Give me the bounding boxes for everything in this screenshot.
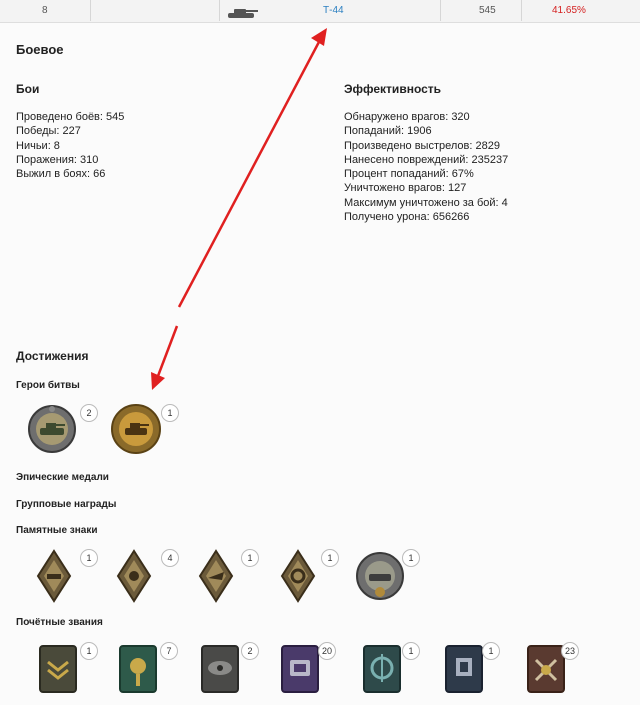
medal-count-badge: 1 — [321, 549, 339, 567]
battles-stats — [16, 110, 124, 181]
medal-count-badge: 1 — [402, 642, 420, 660]
tank-medal-icon[interactable] — [24, 400, 80, 456]
stat-line: Обнаружено врагов: 320 — [344, 111, 470, 123]
medal-count-badge: 1 — [241, 549, 259, 567]
stat-line: Проведено боёв: 545 — [16, 111, 125, 123]
stat-line: Выжил в боях: 66 — [16, 168, 106, 181]
stat-line: Уничтожено врагов: 127 — [344, 182, 467, 195]
medal-count-badge: 2 — [241, 642, 259, 660]
medal-count-badge: 1 — [80, 549, 98, 567]
efficiency-heading: Эффективность — [344, 82, 442, 96]
stat-line: Победы: 227 — [16, 125, 81, 138]
stat-line: Попаданий: 1906 — [344, 125, 432, 138]
row-winrate: 41.65% — [552, 5, 586, 16]
stat-line: Процент попаданий: 67% — [344, 168, 474, 181]
medal-count-badge: 1 — [402, 549, 420, 567]
table-cell-winrate — [522, 0, 640, 21]
memorial-round-medal-icon[interactable] — [352, 548, 408, 604]
vehicle-table-row[interactable] — [0, 0, 640, 23]
medal-count-badge: 2 — [80, 404, 98, 422]
stat-line: Произведено выстрелов: 2829 — [344, 139, 500, 152]
table-cell-tank-name — [220, 0, 441, 21]
tank-name-link[interactable]: Т-44 — [323, 5, 344, 16]
memorial-diamond-icon[interactable] — [270, 548, 326, 604]
stat-line: Получено урона: 656266 — [344, 211, 470, 224]
annotation-arrow-line — [179, 40, 320, 307]
epic-label: Эпические медали — [16, 472, 109, 483]
memorial-diamond-icon[interactable] — [106, 548, 162, 604]
table-cell-number — [0, 0, 91, 21]
memorial-diamond-icon[interactable] — [188, 548, 244, 604]
table-cell-tank-icon — [91, 0, 220, 21]
achievements-heading: Достижения — [16, 349, 89, 363]
heroes-label: Герои битвы — [16, 380, 80, 391]
battles-heading: Бои — [16, 82, 40, 96]
annotation-arrow-line — [158, 326, 177, 376]
efficiency-stats — [344, 110, 508, 224]
group-label: Групповые награды — [16, 499, 117, 510]
row-number: 8 — [42, 5, 48, 16]
stat-line: Нанесено повреждений: 235237 — [344, 153, 509, 166]
table-cell-battles — [441, 0, 522, 21]
honorary-label: Почётные звания — [16, 617, 103, 628]
row-battles: 545 — [479, 5, 496, 16]
medal-count-badge: 1 — [161, 404, 179, 422]
honorary-rank-icon[interactable] — [192, 640, 248, 696]
stat-line: Максимум уничтожено за бой: 4 — [344, 196, 508, 209]
honorary-rank-icon[interactable] — [30, 640, 86, 696]
medal-count-badge: 20 — [318, 642, 336, 660]
annotation-arrow-head — [151, 372, 165, 390]
stat-line: Поражения: 310 — [16, 153, 99, 166]
honorary-rank-icon[interactable] — [110, 640, 166, 696]
medal-count-badge: 23 — [561, 642, 579, 660]
memorial-diamond-icon[interactable] — [26, 548, 82, 604]
medal-count-badge: 7 — [160, 642, 178, 660]
annotation-arrow-head — [311, 28, 327, 46]
medal-count-badge: 4 — [161, 549, 179, 567]
medal-count-badge: 1 — [80, 642, 98, 660]
medal-count-badge: 1 — [482, 642, 500, 660]
memorial-label: Памятные знаки — [16, 525, 98, 536]
gold-tank-medal-icon[interactable] — [108, 401, 164, 457]
stat-line: Ничьи: 8 — [16, 139, 60, 152]
section-title: Боевое — [16, 42, 64, 57]
